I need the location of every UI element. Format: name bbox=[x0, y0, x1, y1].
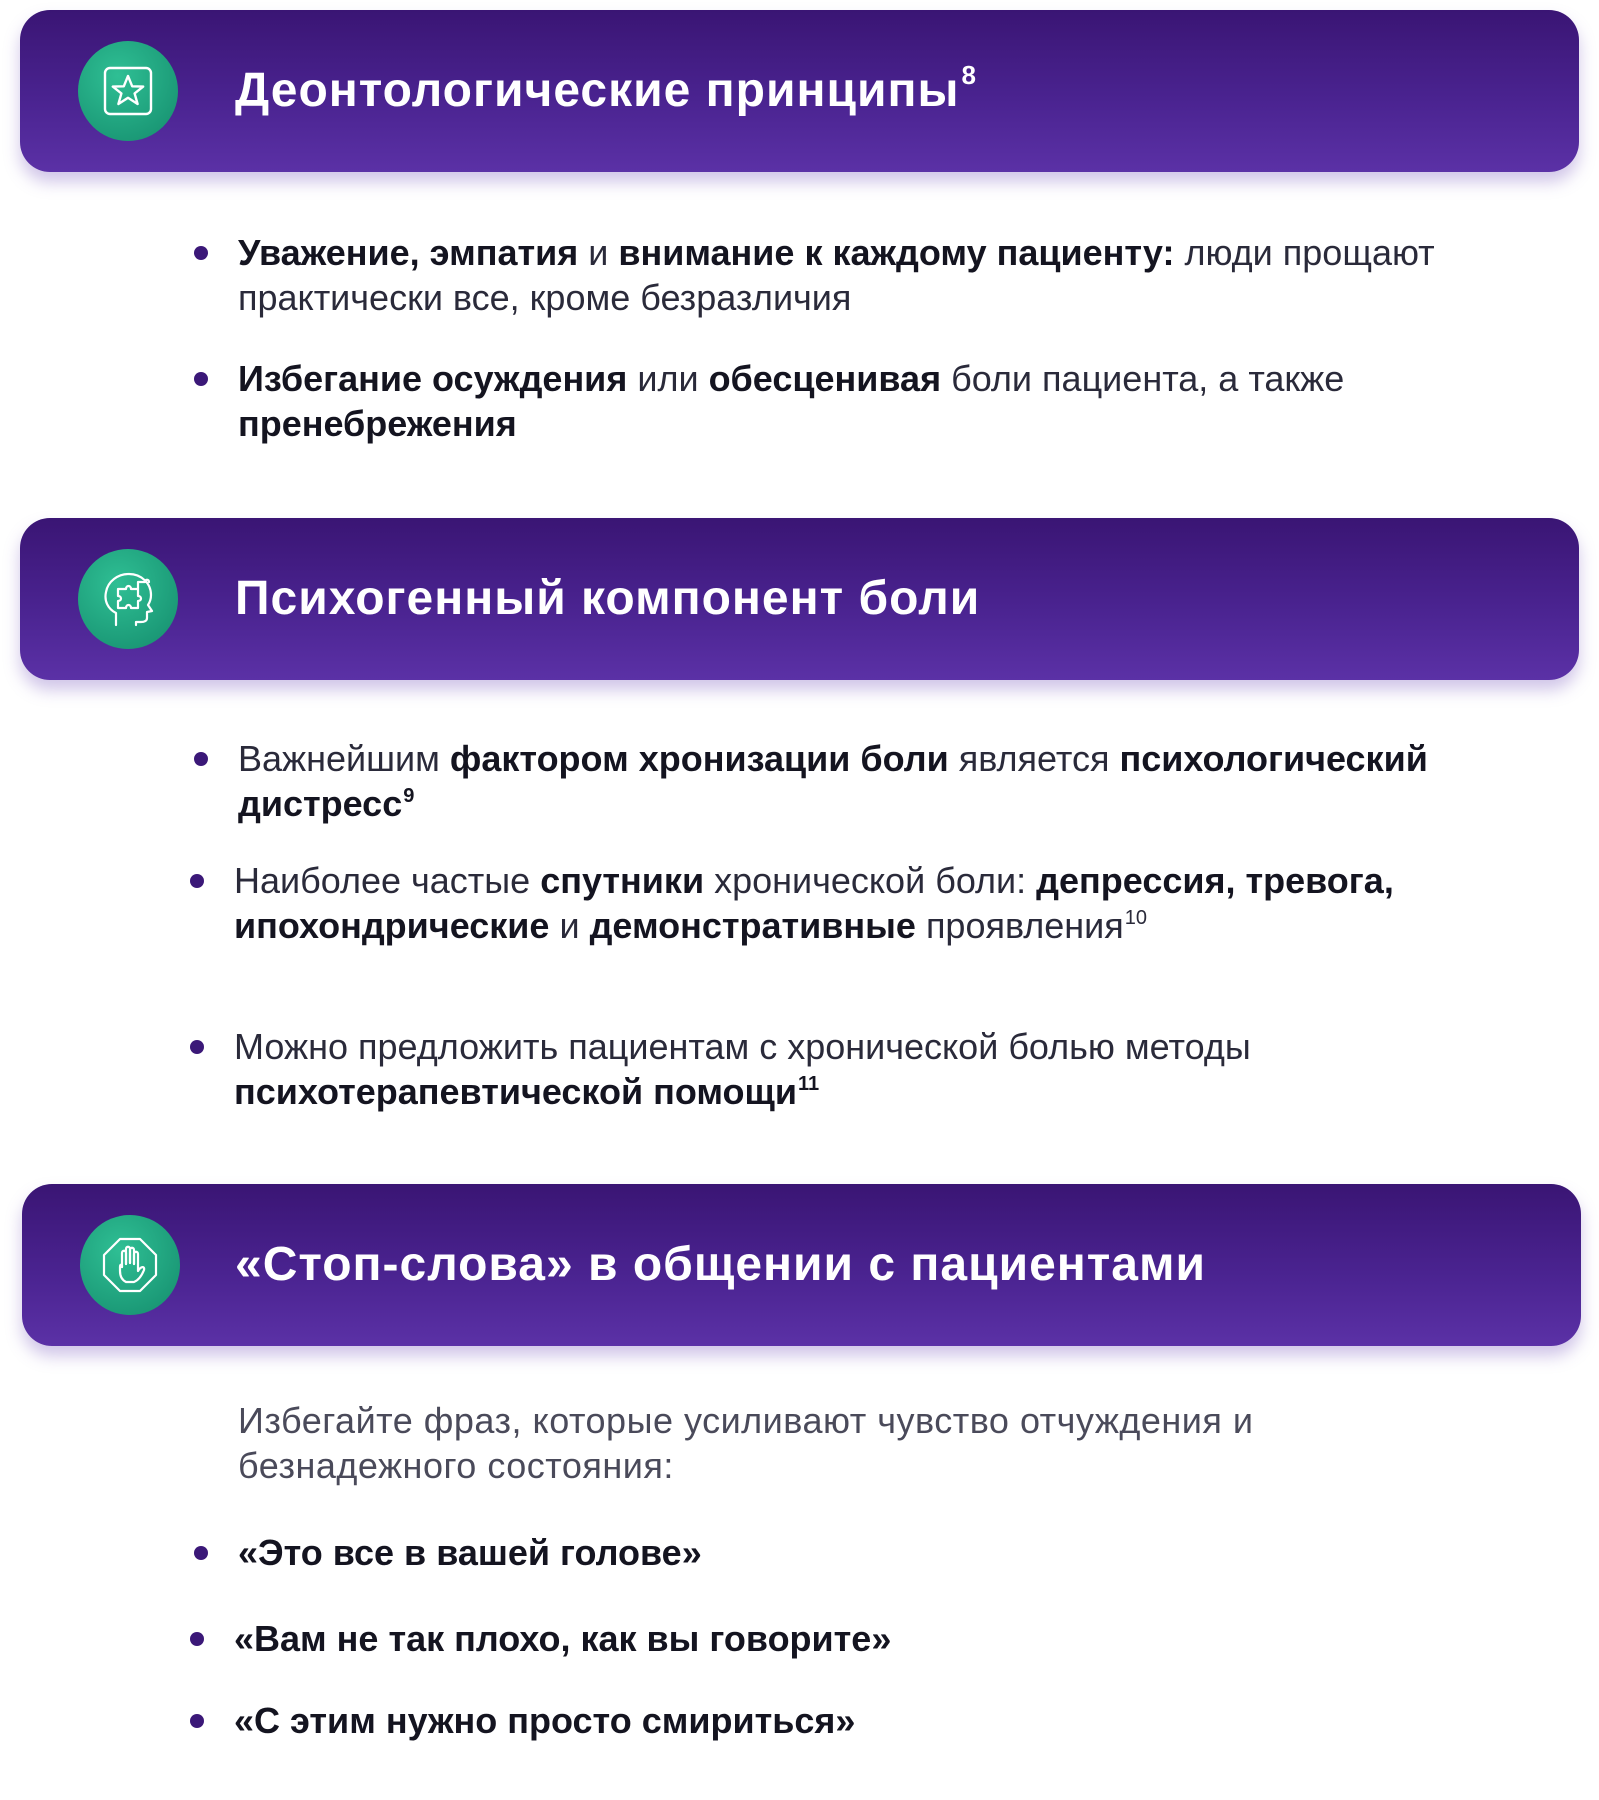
section-banner-stop-words bbox=[22, 1184, 1581, 1346]
footnote-ref: 9 bbox=[403, 785, 415, 807]
section-intro-text: Избегайте фраз, которые усиливают чувство отчуждения и безнадежного состояния: bbox=[238, 1400, 1254, 1486]
section-title: Психогенный компонент боли bbox=[235, 572, 981, 625]
footnote-ref: 11 bbox=[798, 1073, 820, 1095]
section-title: Деонтологические принципы$^8$ bbox=[235, 60, 977, 117]
list-item: «Вам не так плохо, как вы говорите» bbox=[234, 1616, 1434, 1661]
section-title: «Стоп-слова» в общении с пациентами bbox=[235, 1238, 1206, 1291]
section-banner-psychogenic bbox=[20, 518, 1579, 680]
footnote-ref: 8 bbox=[961, 60, 977, 90]
head-puzzle-icon bbox=[78, 549, 178, 649]
list-item: Важнейшим фактором хронизации боли является психологический дистресс$^9$ bbox=[238, 736, 1438, 826]
list-item: Наиболее частые спутники хронической боли: депрессия, тревога, ипохондрические и демонстративные проявления$^{10}$ bbox=[234, 858, 1434, 948]
stop-hand-icon bbox=[80, 1215, 180, 1315]
section-banner-deontology bbox=[20, 10, 1579, 172]
footnote-ref: 10 bbox=[1124, 907, 1148, 929]
star-badge-icon bbox=[78, 41, 178, 141]
list-item: «Это все в вашей голове» bbox=[238, 1530, 1438, 1575]
list-item: Можно предложить пациентам с хронической болью методы психотерапевтической помощи$^{11}$ bbox=[234, 1024, 1434, 1114]
list-item: «С этим нужно просто смириться» bbox=[234, 1698, 1434, 1743]
list-item: Уважение, эмпатия и внимание к каждому пациенту: люди прощают практически все, кроме безразличия bbox=[238, 230, 1438, 320]
list-item: Избегание осуждения или обесценивая боли пациента, а также пренебрежения bbox=[238, 356, 1438, 446]
